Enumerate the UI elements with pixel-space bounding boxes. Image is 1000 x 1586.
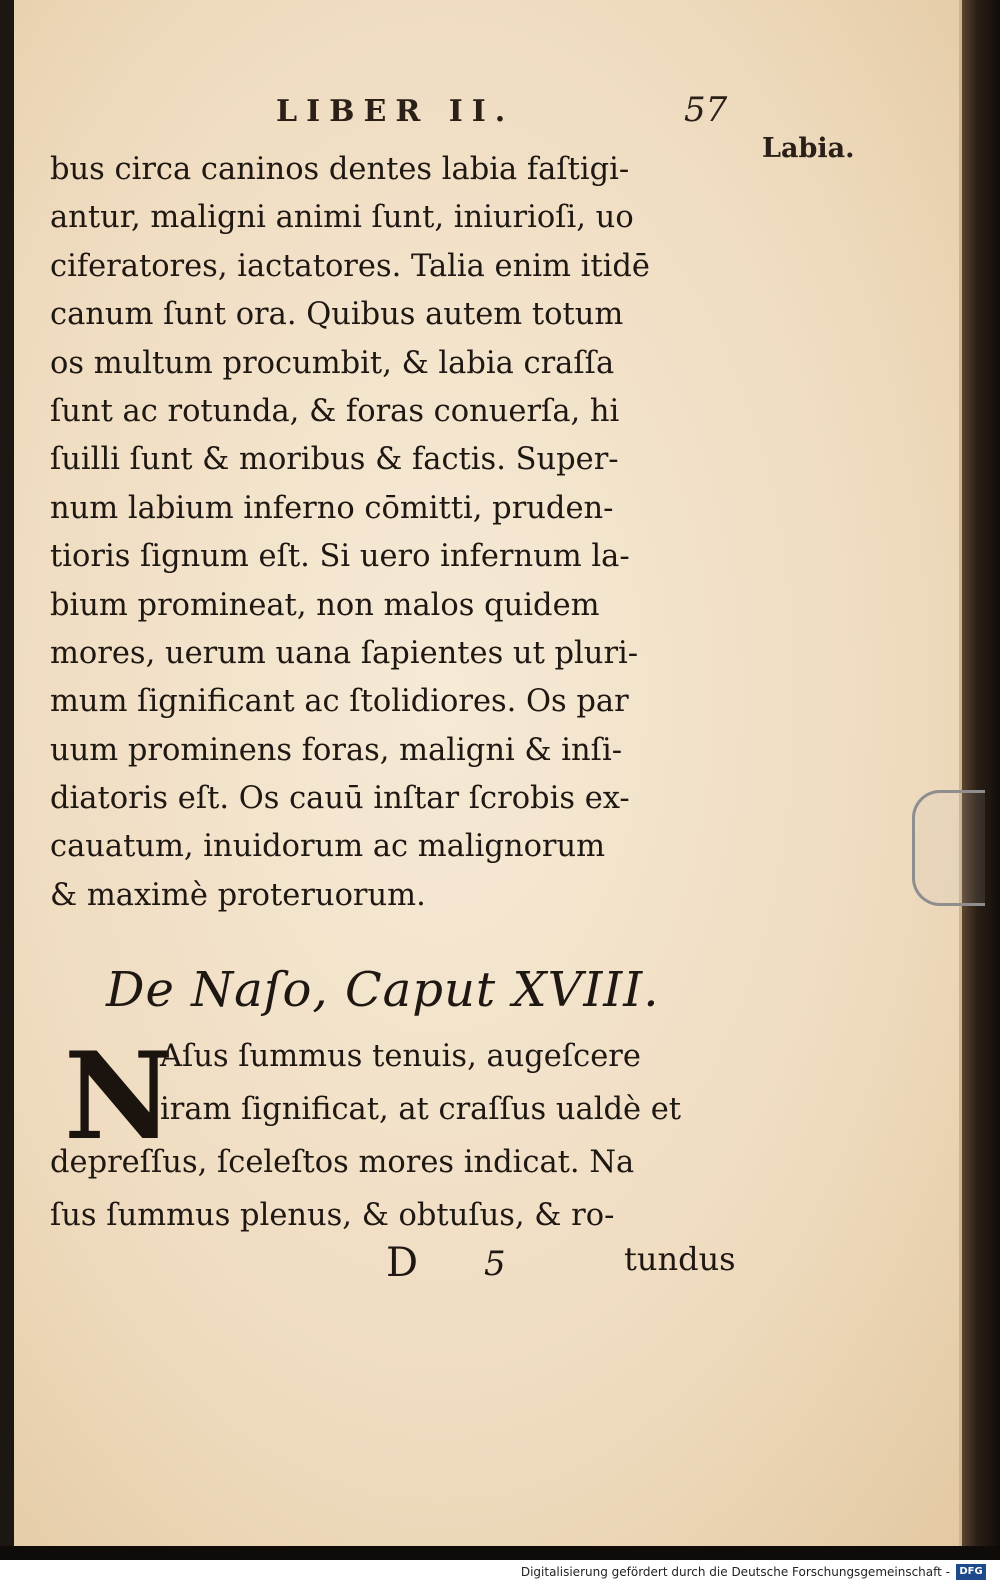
chapter-heading: De Naſo, Caput XVIII.	[106, 962, 660, 1018]
text-line: tioris ſignum eſt. Si uero infernum la-	[50, 539, 630, 575]
marginal-note: Labia.	[762, 133, 855, 164]
text-line: depreſſus, ſceleſtos mores indicat. Na	[50, 1145, 635, 1180]
chapter-text	[50, 1026, 770, 1242]
page-number: 57	[684, 90, 728, 130]
text-line: cauatum, inuidorum ac malignorum	[50, 829, 606, 865]
catchword: tundus	[624, 1240, 736, 1278]
text-line: ciferatores, iactatores. Talia enim itidē	[50, 248, 650, 284]
text-line: Aſus ſummus tenuis, augeſcere	[160, 1039, 641, 1074]
text-line: ſuilli ſunt & moribus & factis. Super-	[50, 442, 619, 478]
dfg-logo: DFG	[956, 1564, 986, 1580]
signature-line	[374, 1240, 774, 1286]
text-line: mores, uerum uana ſapientes ut pluri-	[50, 635, 639, 671]
body-text	[50, 146, 770, 920]
text-line: iram ſignificat, at craſſus ualdè et	[160, 1092, 682, 1127]
text-line: mum ſignificant ac ſtolidiores. Os par	[50, 684, 629, 720]
page-header	[54, 90, 754, 134]
text-line: bium promineat, non malos quidem	[50, 587, 600, 623]
drop-cap-initial: N	[64, 1026, 174, 1167]
signature-number: 5	[484, 1244, 506, 1284]
running-title: LIBER II.	[276, 94, 515, 129]
text-line: antur, maligni animi ſunt, iniurioſi, uo	[50, 200, 634, 236]
text-line: bus circa caninos dentes labia faſtigi-	[50, 152, 630, 187]
text-line: & maximè proteruorum.	[50, 877, 426, 913]
signature-mark: D	[386, 1240, 419, 1286]
footer-bar	[0, 1560, 1000, 1586]
text-line: os multum procumbit, & labia craſſa	[50, 345, 615, 381]
text-line: ſus ſummus plenus, & obtuſus, & ro-	[50, 1198, 615, 1233]
funding-credit: Digitalisierung gefördert durch die Deutsche Forschungsgemeinschaft -	[520, 1565, 950, 1579]
text-line: canum ſunt ora. Quibus autem totum	[50, 297, 624, 333]
book-edge	[962, 0, 1000, 1560]
text-line: uum prominens foras, maligni & inſi-	[50, 732, 623, 768]
page-clip	[912, 790, 985, 906]
text-line: diatoris eſt. Os cauū inſtar ſcrobis ex-	[50, 781, 630, 817]
paper-leaf	[14, 0, 962, 1546]
text-line: num labium inferno cōmitti, pruden-	[50, 490, 614, 526]
text-line: ſunt ac rotunda, & foras conuerſa, hi	[50, 393, 620, 429]
book-bottom-edge	[0, 1546, 1000, 1560]
